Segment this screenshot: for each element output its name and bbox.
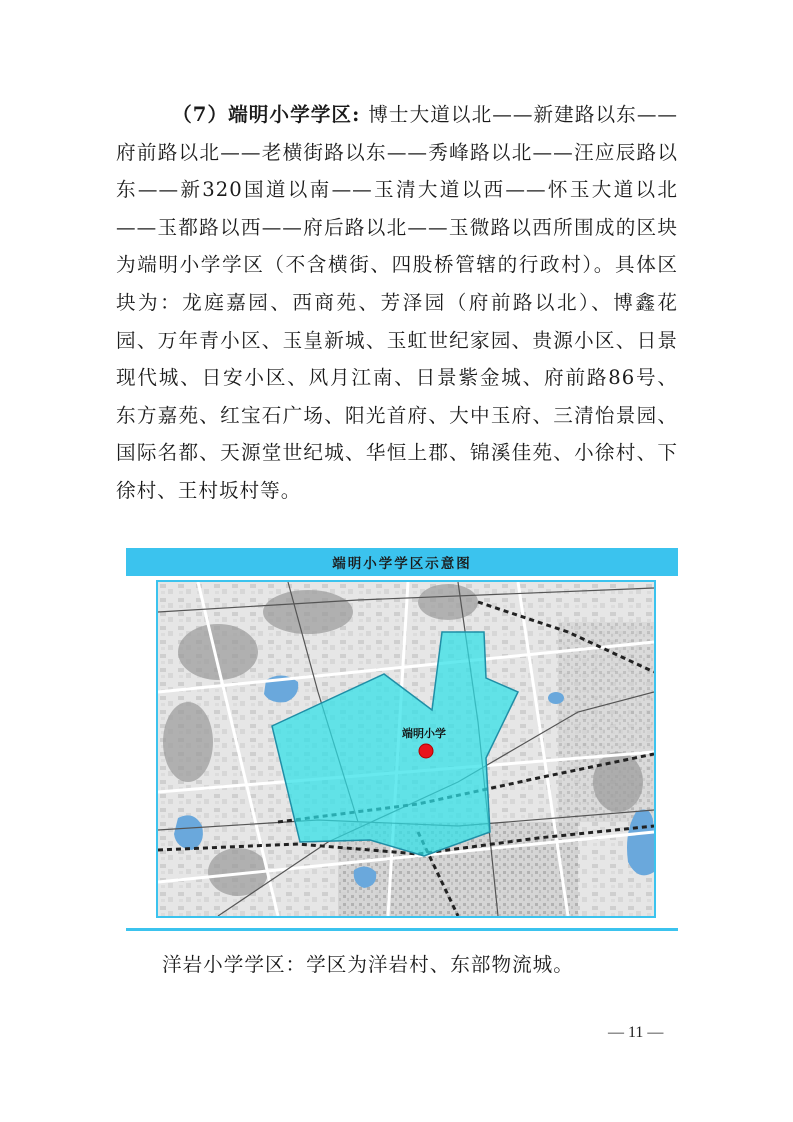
section-heading: （7）端明小学学区 (172, 103, 353, 126)
map-canvas (158, 582, 654, 916)
figure-bottom-rule (126, 928, 678, 931)
next-district-paragraph: 洋岩小学学区：学区为洋岩村、东部物流城。 (162, 953, 574, 976)
figure-caption: 端明小学学区示意图 (126, 548, 678, 576)
district-map (156, 580, 656, 918)
page-number: — 11 — (608, 1024, 664, 1041)
school-location-marker (419, 744, 433, 758)
heading-colon: : (352, 103, 369, 126)
district-paragraph (116, 96, 678, 510)
school-label: 端明小学 (402, 727, 446, 740)
section-body: 博士大道以北——新建路以东——府前路以北——老横街路以东——秀峰路以北——汪应辰路以东——新320国道以南——玉清大道以西——怀玉大道以北——玉都路以西——府后路以北——玉微路以西所围成的区块为端明小学学区（不含横街、四股桥管辖的行政村）。具体区块为：龙庭嘉园、西商苑、芳泽园（府前路以北）、博鑫花园、万年青小区、玉皇新城、玉虹世纪家园、贵源小区、日景现代城、日安小区、风月江南、日景紫金城、府前路86号、东方嘉苑、红宝石广场、阳光首府、大中玉府、三清怡景园、国际名都、天源堂世纪城、华恒上郡、锦溪佳苑、小徐村、下徐村、王村坂村等。 (116, 103, 679, 502)
